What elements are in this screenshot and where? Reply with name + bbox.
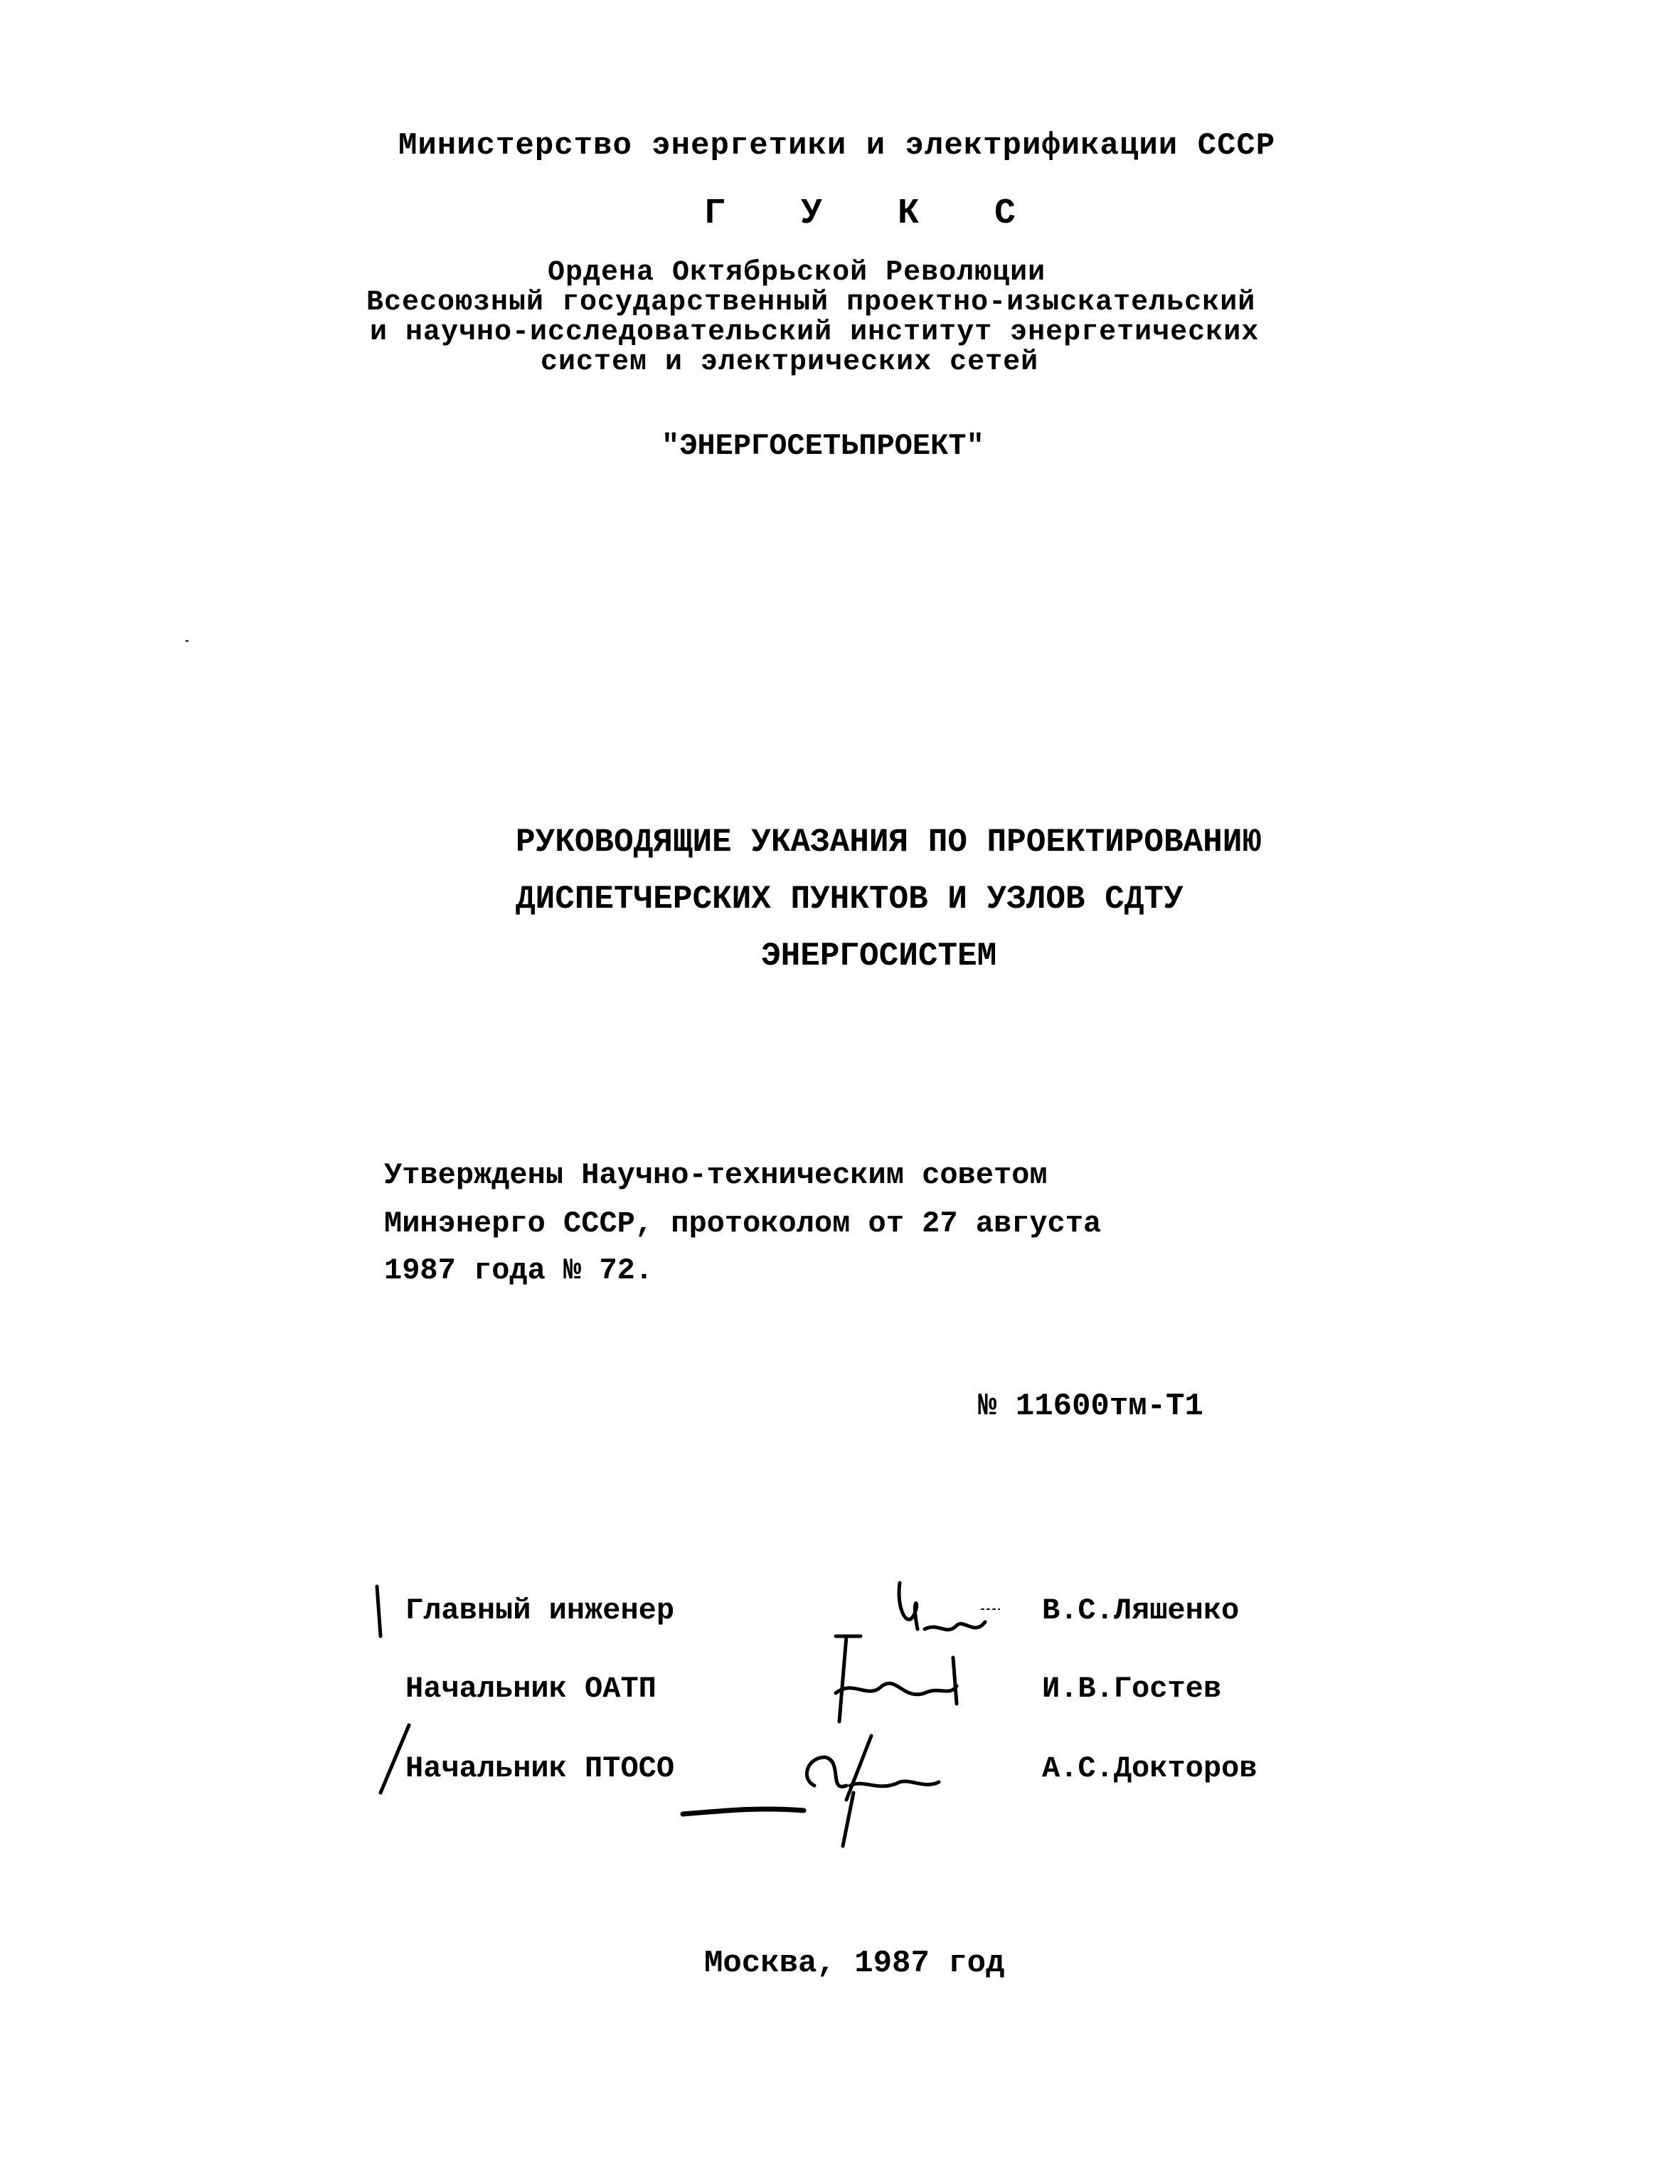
organization-name: "ЭНЕРГОСЕТЬПРОЕКТ" xyxy=(661,429,984,463)
document-title-line-2: ДИСПЕТЧЕРСКИХ ПУНКТОВ И УЗЛОВ СДТУ xyxy=(516,881,1184,918)
document-title-line-3: ЭНЕРГОСИСТЕМ xyxy=(761,938,997,975)
institute-line-1: Ордена Октябрьской Революции xyxy=(548,257,1046,289)
document-number: № 11600тм-Т1 xyxy=(978,1389,1203,1424)
signatory-name-chief-engineer: В.С.Ляшенко xyxy=(1042,1594,1240,1628)
institute-line-2: Всесоюзный государственный проектно-изыскательский xyxy=(366,287,1256,319)
signatory-role-oatp: Начальник ОАТП xyxy=(405,1672,656,1706)
approval-line-2: Минэнерго СССР, протоколом от 27 августа xyxy=(384,1207,1102,1241)
city-year: Москва, 1987 год xyxy=(704,1946,1005,1981)
document-title-line-1: РУКОВОДЯЩИЕ УКАЗАНИЯ ПО ПРОЕКТИРОВАНИЮ xyxy=(516,824,1262,861)
institute-line-3: и научно-исследовательский институт энергетических xyxy=(370,317,1260,349)
signatory-name-oatp: И.В.Гостев xyxy=(1042,1672,1222,1706)
approval-line-3: 1987 года № 72. xyxy=(384,1253,654,1288)
institute-line-4: систем и электрических сетей xyxy=(541,346,1039,378)
department-heading: Г У К С xyxy=(704,194,1043,234)
signatory-role-chief-engineer: Главный инженер xyxy=(405,1594,675,1628)
signatory-name-ptoso: А.С.Докторов xyxy=(1042,1751,1258,1786)
ministry-heading: Министерство энергетики и электрификации СССР xyxy=(398,128,1276,164)
signatory-role-ptoso: Начальник ПТОСО xyxy=(405,1751,675,1786)
approval-line-1: Утверждены Научно-техническим советом xyxy=(384,1158,1048,1192)
